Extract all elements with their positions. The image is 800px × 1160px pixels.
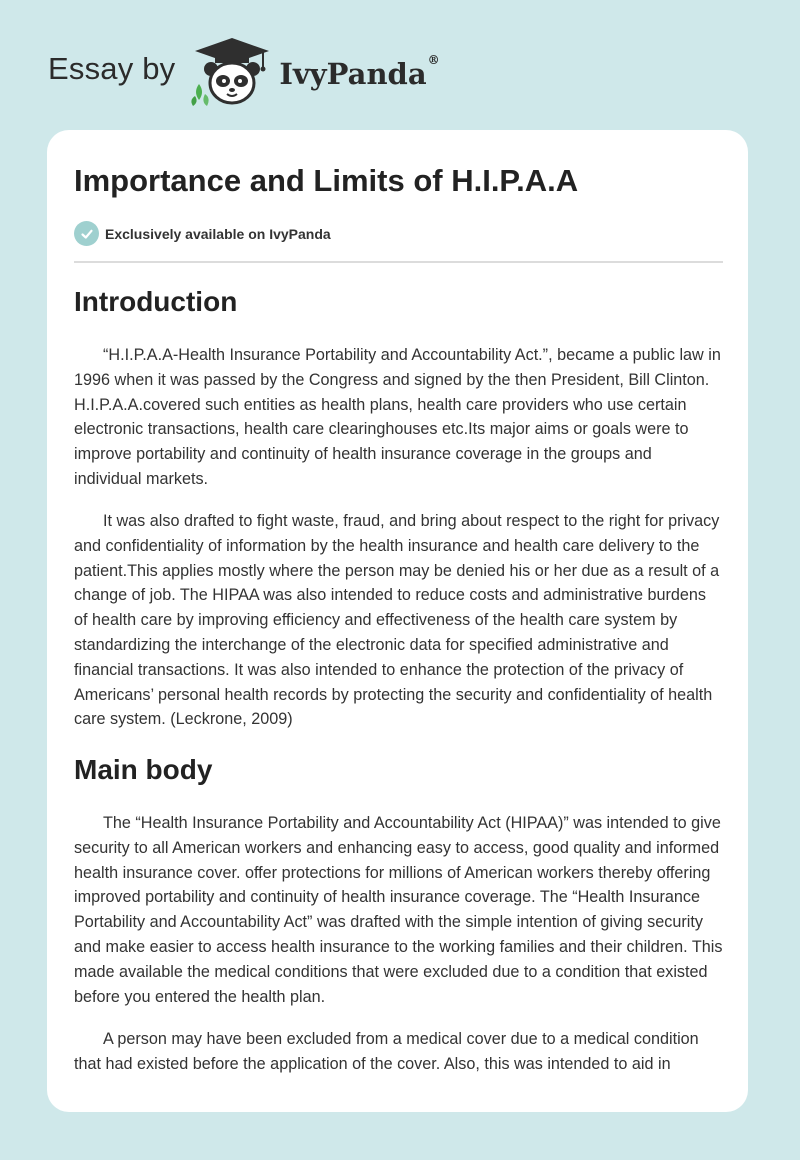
paragraph: A person may have been excluded from a medical cover due to a medical condition that had existed before the application of the cover. Also, this was intended to aid in [74,1030,699,1073]
paragraph: “H.I.P.A.A-Health Insurance Portability and Accountability Act.”, became a public law in 1996 when it was passed by the Congress and signed by the then President, Bill Clinton. H.I.P.A.A.covered such entities as health plans, health care providers who use certain electronic transactions, health care clearinghouses etc.Its major aims or goals were to improve portability and continuity of health insurance coverage in the groups and individual markets. [74,346,721,488]
brand-prefix: Essay by [48,51,176,86]
exclusive-badge [74,221,331,246]
divider [74,261,723,263]
section-heading-main-body: Main body [74,754,213,785]
essay-card [47,130,748,1112]
brand-name: IvyPanda® [279,53,440,91]
site-logo[interactable] [48,36,440,108]
paragraph: It was also drafted to fight waste, fraud, and bring about respect to the right for privacy and confidentiality of information by the health insurance and health care delivery to the patient.This applies mostly where the person may be denied his or her due as a result of a change of job. The HIPAA was also intended to reduce costs and administrative burdens of health care by improving efficiency and effectiveness of the health care system by standardizing the interchange of the electronic data for specified administrative and financial transactions. It was also intended to enhance the protection of the privacy of Americans’ personal health records by protecting the security and confidentiality of health care system. (Leckrone, 2009) [74,512,720,729]
checkmark-icon [74,221,99,246]
essay-title: Importance and Limits of H.I.P.A.A [74,163,579,198]
paragraph: The “Health Insurance Portability and Accountability Act (HIPAA)” was intended to give security to all American workers and enhancing easy to access, good quality and informed health insurance cover. offer protections for millions of American workers thereby offering improved portability and continuity of health insurance coverage. The “Health Insurance Portability and Accountability Act” was drafted with the simple intention of giving security and make easier to access health insurance to the working families and their children. This made available the medical conditions that were excluded due to a condition that existed before you entered the health plan. [74,814,723,1006]
badge-text: Exclusively available on IvyPanda [105,225,331,242]
section-heading-introduction: Introduction [74,286,238,317]
panda-mascot-icon [189,36,275,108]
